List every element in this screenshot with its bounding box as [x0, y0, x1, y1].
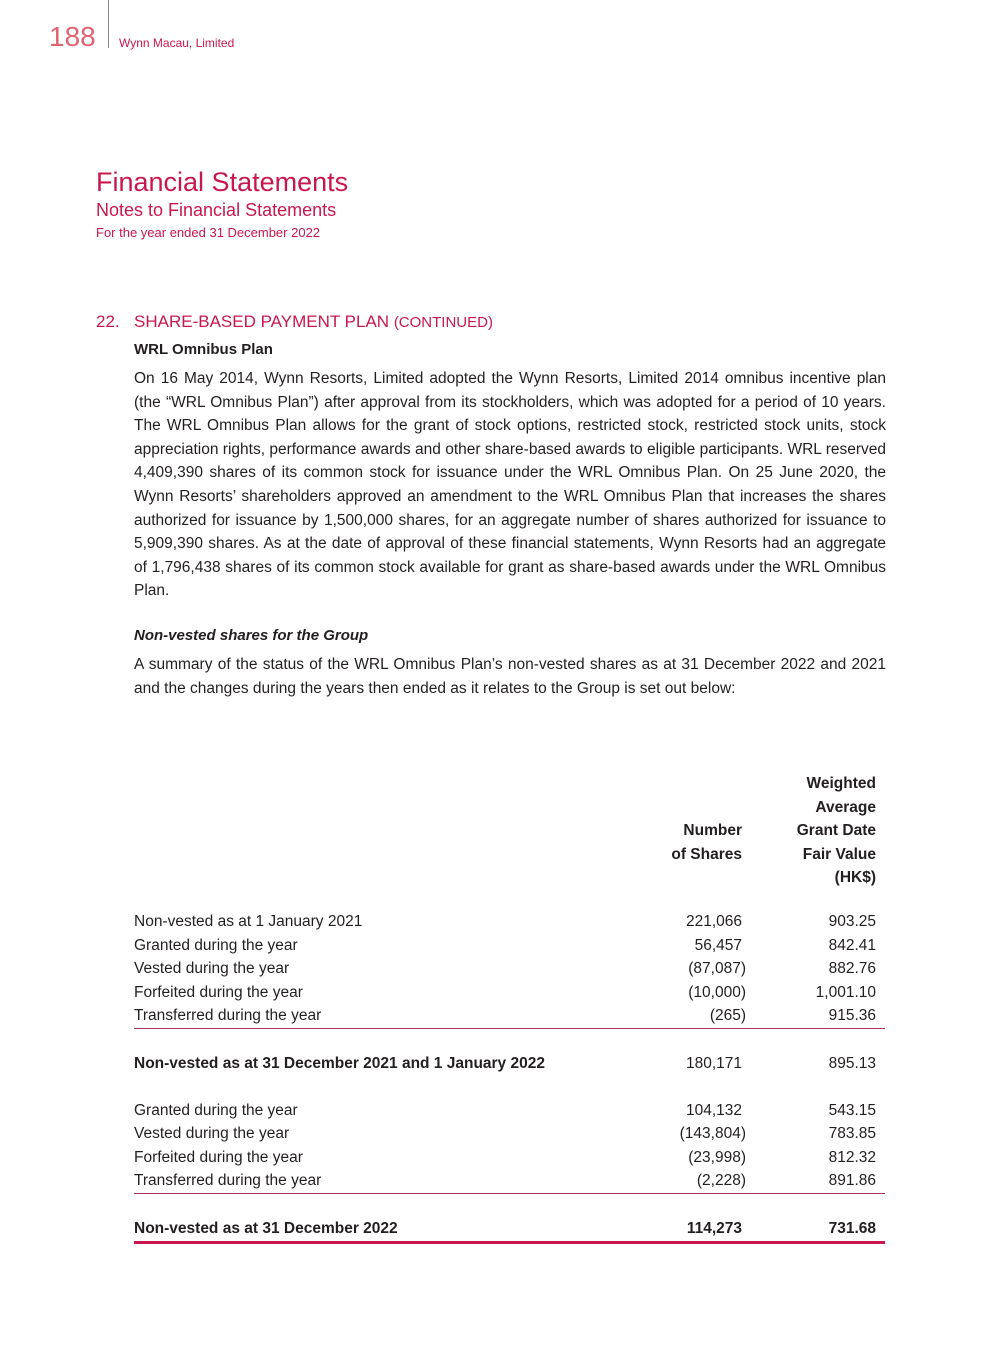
table-row: Vested during the year (143,804) 783.85	[134, 1125, 876, 1143]
table-subtotal-row: Non-vested as at 31 December 2021 and 1 January 2022 180,171 895.13	[134, 1054, 876, 1072]
title-block	[96, 166, 348, 242]
page-subtitle: Notes to Financial Statements	[96, 200, 337, 220]
paragraph: A summary of the status of the WRL Omnibus Plan’s non-vested shares as at 31 December 2022 and 2021 and the changes during the years then ended as it relates to the Group is set out below:	[134, 655, 886, 697]
note-section	[96, 310, 886, 700]
page-header	[0, 0, 1006, 60]
column-header-shares: Number of Shares	[671, 822, 742, 863]
table-row: Transferred during the year (265) 915.36	[134, 1004, 885, 1029]
italic-subheading: Non-vested shares for the Group	[134, 626, 369, 644]
table-row: Forfeited during the year (23,998) 812.32	[134, 1148, 876, 1166]
section-heading	[96, 310, 886, 335]
header-divider	[108, 0, 109, 48]
table-row: Granted during the year 104,132 543.15	[134, 1101, 876, 1119]
non-vested-shares-table	[134, 772, 885, 1244]
page-number: 188	[49, 21, 96, 52]
table-header	[134, 772, 885, 888]
paragraph: On 16 May 2014, Wynn Resorts, Limited adopted the Wynn Resorts, Limited 2014 omnibus incentive plan (the “WRL Omnibus Plan”) after approval from its stockholders, which was adopted for a period of 10 years. The WRL Omnibus Plan allows for the grant of stock options, restricted stock, restricted stock units, stock appreciation rights, performance awards and other share-based awards to eligible participants. WRL reserved 4,409,390 shares of its common stock for issuance under the WRL Omnibus Plan. On 25 June 2020, the Wynn Resorts’ shareholders approved an amendment to the WRL Omnibus Plan that increases the shares authorized for issuance by 1,500,000 shares, for an aggregate number of shares authorized for issuance to 5,909,390 shares. As at the date of approval of these financial statements, Wynn Resorts had an aggregate of 1,796,438 shares of its common stock available for grant as share-based awards under the WRL Omnibus Plan.	[134, 370, 886, 600]
section-number: 22.	[96, 312, 120, 331]
table-row: Granted during the year 56,457 842.41	[134, 936, 876, 954]
table-total-row: Non-vested as at 31 December 2022 114,273 731.68	[134, 1217, 885, 1244]
table-row: Non-vested as at 1 January 2021 221,066 903.25	[134, 913, 876, 930]
column-header-fair-value: Weighted Average Grant Date Fair Value (HK$)	[796, 775, 876, 887]
table-row: Vested during the year (87,087) 882.76	[134, 960, 876, 978]
section-title: SHARE-BASED PAYMENT PLAN	[134, 312, 390, 331]
section-content	[134, 339, 886, 700]
company-name: Wynn Macau, Limited	[119, 36, 235, 50]
table-row: Transferred during the year (2,228) 891.86	[134, 1169, 885, 1194]
page-title: Financial Statements	[96, 167, 349, 197]
table-row: Forfeited during the year (10,000) 1,001.10	[134, 983, 876, 1001]
section-continued: (CONTINUED)	[393, 314, 493, 331]
subheading: WRL Omnibus Plan	[134, 341, 273, 358]
reporting-period: For the year ended 31 December 2022	[96, 225, 321, 240]
